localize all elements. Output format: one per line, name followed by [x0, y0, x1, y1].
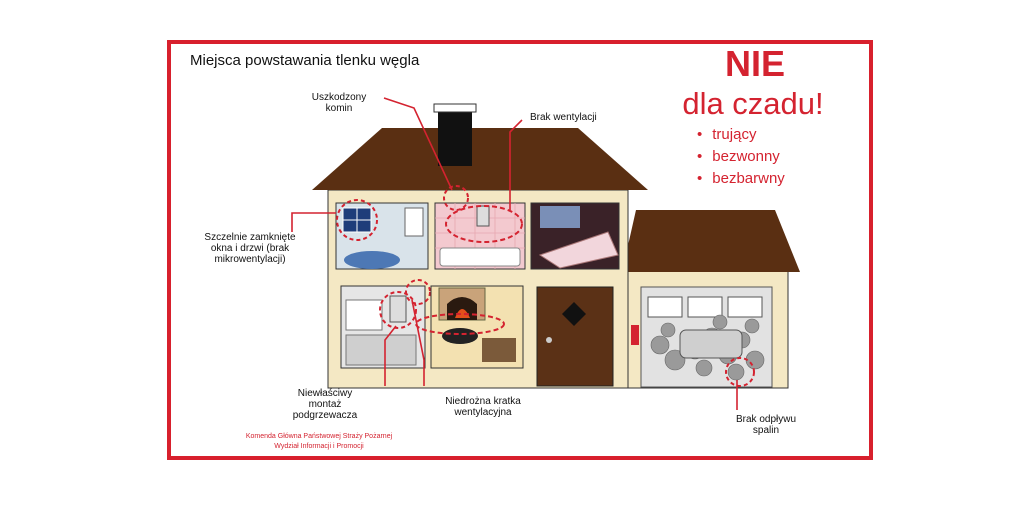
callout-text: komin	[325, 103, 353, 114]
garage-roof	[622, 210, 800, 272]
headline-dla-czadu: dla czadu!	[682, 86, 824, 121]
page-title: Miejsca powstawania tlenku węgla	[190, 52, 420, 69]
callout-text: spalin	[752, 425, 780, 436]
callout-text: Szczelnie zamknięte	[204, 232, 296, 243]
callout-text: podgrzewacza	[292, 410, 358, 421]
people-silhouette	[442, 328, 478, 344]
car	[680, 330, 742, 358]
callout-text: montaż	[308, 399, 342, 410]
callout-text: Uszkodzony	[311, 92, 367, 103]
water-heater-icon	[390, 296, 406, 322]
callout-text: okna i drzwi (brak	[210, 243, 290, 254]
callout-grille	[428, 396, 538, 418]
callout-text: Brak odpływu	[735, 414, 797, 425]
property-item: • bezbarwny	[697, 168, 785, 190]
credit-line: Komenda Główna Państwowej Straży Pożarnej	[245, 433, 393, 440]
property-item: • bezwonny	[697, 146, 785, 168]
callout-text: mikrowentylacji)	[214, 254, 286, 265]
callout-windows	[190, 232, 310, 265]
callout-text: Niewłaściwy	[297, 388, 353, 399]
front-door	[537, 287, 613, 386]
credit-text	[224, 432, 414, 452]
callout-exhaust	[726, 414, 806, 436]
fire-extinguisher-icon	[631, 325, 639, 345]
callout-text: Niedrożna kratka	[445, 396, 521, 407]
callout-heater	[280, 388, 370, 421]
gas-heater-icon	[477, 206, 489, 226]
house-roof	[312, 128, 648, 190]
callout-chimney	[305, 92, 373, 114]
callout-ventilation: Brak wentylacji	[530, 112, 597, 123]
headline-nie: NIE	[724, 43, 785, 84]
credit-line: Wydział Informacji i Promocji	[274, 443, 364, 450]
property-item: • trujący	[697, 124, 785, 146]
sleeping-person	[344, 251, 400, 269]
callout-text: wentylacyjna	[454, 407, 512, 418]
properties-list	[697, 124, 785, 190]
